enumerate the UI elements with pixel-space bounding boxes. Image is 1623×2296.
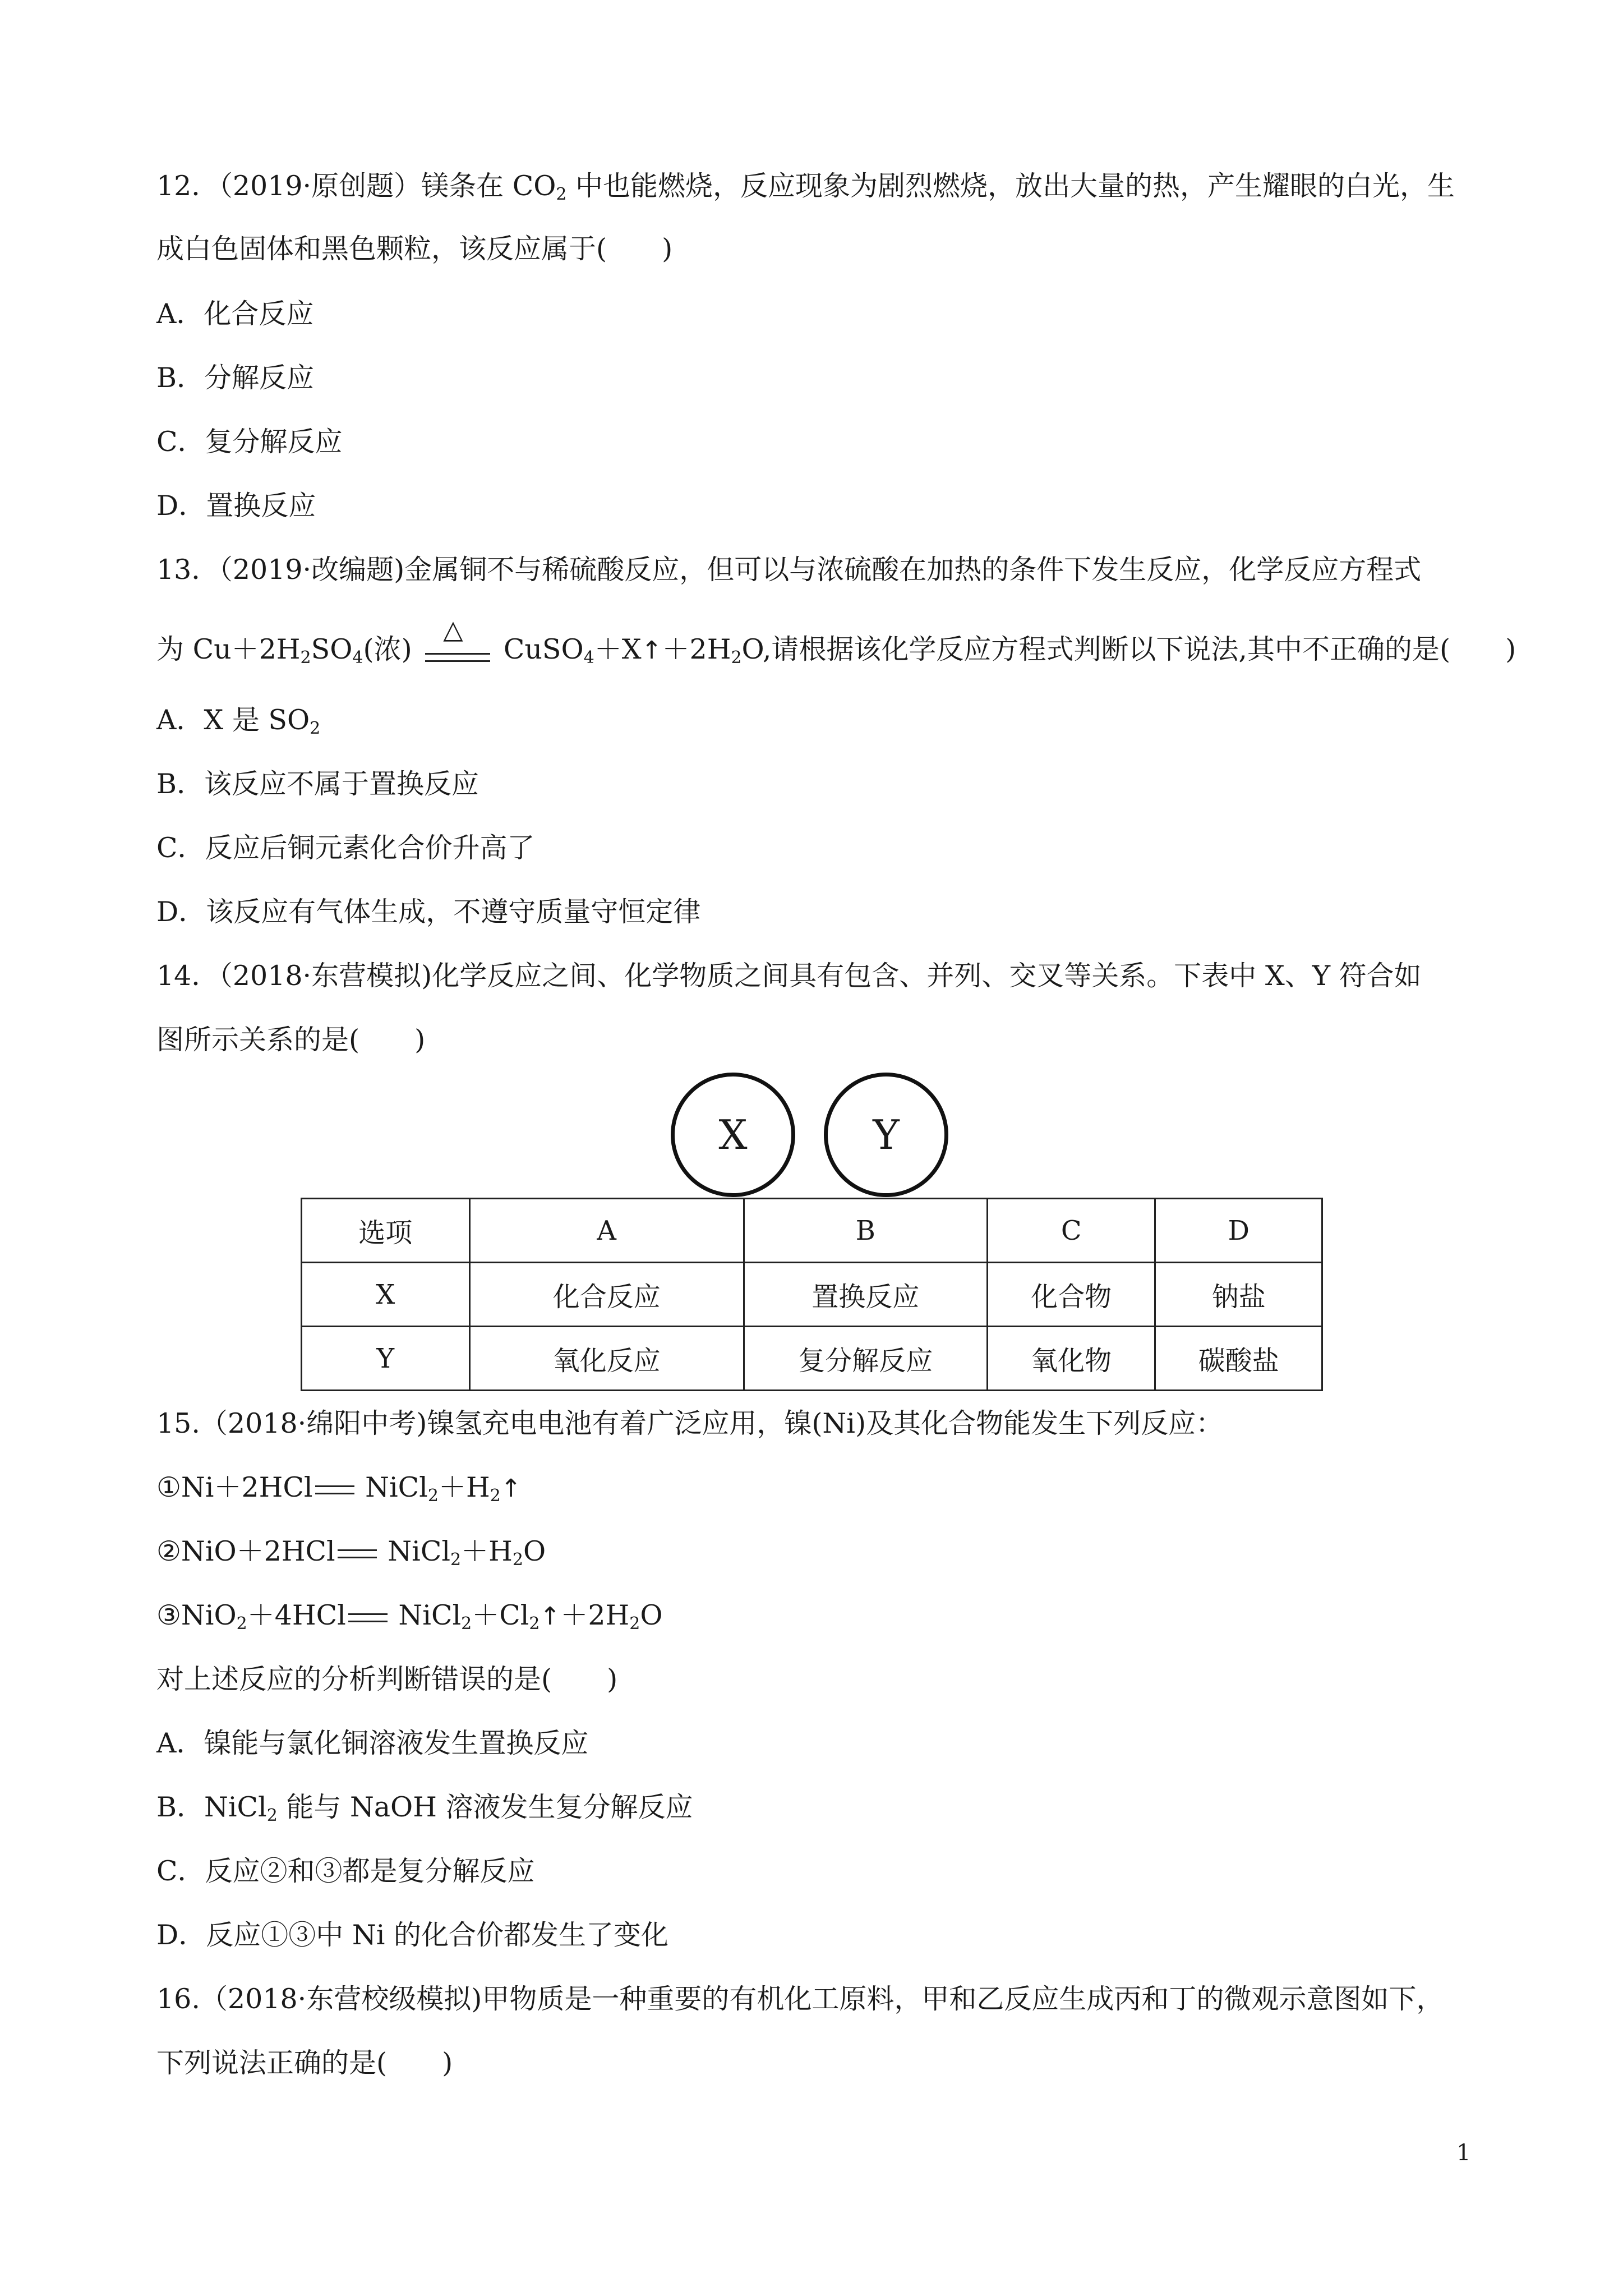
table-cell: 选项 bbox=[302, 1199, 470, 1263]
q13-eq-sub: 2 bbox=[731, 648, 742, 668]
reaction-part: ②NiO＋2HCl bbox=[156, 1535, 335, 1567]
equals-sign bbox=[348, 1613, 388, 1622]
reaction-sub: 2 bbox=[629, 1614, 640, 1634]
reaction-part: NiCl bbox=[356, 1471, 428, 1503]
reaction-sub: 2 bbox=[529, 1614, 540, 1634]
q16-line-1: 16.（2018·东营校级模拟)甲物质是一种重要的有机化工原料，甲和乙反应生成丙和丁的微观示意图如下， bbox=[156, 1983, 1444, 2015]
q12-text-c: 中也能燃烧，反应现象为剧烈燃烧，放出大量的热，产生耀眼的白光，生 bbox=[566, 170, 1455, 202]
q13-eq-part: O,请根据该化学反应方程式判断以下说法,其中不正确的是( ) bbox=[741, 633, 1516, 665]
table-row bbox=[302, 1327, 1322, 1391]
table-cell: B bbox=[744, 1199, 987, 1263]
q12-line-1 bbox=[156, 169, 1455, 203]
q16-line-2: 下列说法正确的是( ) bbox=[156, 2047, 453, 2079]
q12-option-d: D．置换反应 bbox=[156, 490, 316, 522]
q12-sub: 2 bbox=[556, 185, 567, 204]
q13-option-b: B．该反应不属于置换反应 bbox=[156, 768, 479, 800]
table-cell: 氧化反应 bbox=[469, 1327, 744, 1391]
q15-line-1: 15.（2018·绵阳中考)镍氢充电电池有着广泛应用，镍(Ni)及其化合物能发生下列反应： bbox=[156, 1407, 1224, 1439]
circle-y-label: Y bbox=[873, 1111, 900, 1158]
q13-line-2 bbox=[156, 614, 1516, 669]
reaction-part: NiCl bbox=[389, 1599, 462, 1631]
circle-x bbox=[671, 1073, 795, 1197]
reaction-part: ①Ni＋2HCl bbox=[156, 1471, 313, 1503]
q15-reaction-2 bbox=[156, 1535, 546, 1568]
q15-stem: 对上述反应的分析判断错误的是( ) bbox=[156, 1663, 618, 1695]
q13-eq-part: ＋2H bbox=[662, 633, 731, 665]
q13-line-1: 13．（2019·改编题)金属铜不与稀硫酸反应，但可以与浓硫酸在加热的条件下发生反应，化学反应方程式 bbox=[156, 554, 1422, 586]
q13-eq-part: 为 Cu＋2H bbox=[156, 633, 301, 665]
table-cell: 置换反应 bbox=[744, 1263, 987, 1327]
table-header-row bbox=[302, 1199, 1322, 1263]
q13-eq-part: SO bbox=[311, 633, 353, 665]
table-cell: D bbox=[1155, 1199, 1322, 1263]
reaction-part: O bbox=[523, 1535, 546, 1567]
q13-eq-sub: 4 bbox=[352, 648, 363, 668]
table-cell: Y bbox=[302, 1327, 470, 1391]
table-cell: A bbox=[469, 1199, 744, 1263]
reaction-part: ＋H bbox=[438, 1471, 490, 1503]
equals-sign bbox=[315, 1485, 354, 1494]
q13-eq-part: (浓) bbox=[363, 633, 412, 665]
q15-option-c: C．反应②和③都是复分解反应 bbox=[156, 1855, 535, 1887]
gas-arrow-icon: ↑ bbox=[500, 1474, 522, 1503]
q13-eq-part: CuSO bbox=[495, 633, 584, 665]
q12-line-2: 成白色固体和黑色颗粒，该反应属于( ) bbox=[156, 233, 673, 265]
page-number: 1 bbox=[1456, 2140, 1471, 2166]
q15-option-d: D．反应①③中 Ni 的化合价都发生了变化 bbox=[156, 1919, 668, 1951]
reaction-sub: 2 bbox=[461, 1614, 472, 1634]
q14-line-1: 14．（2018·东营模拟)化学反应之间、化学物质之间具有包含、并列、交叉等关系。下表中 X、Y 符合如 bbox=[156, 960, 1422, 992]
table-row bbox=[302, 1263, 1322, 1327]
reaction-sub: 2 bbox=[490, 1486, 501, 1506]
q12-option-a: A．化合反应 bbox=[156, 298, 314, 330]
table-cell: 复分解反应 bbox=[744, 1327, 987, 1391]
equals-sign bbox=[338, 1549, 377, 1558]
circle-y bbox=[824, 1073, 948, 1197]
reaction-sub: 2 bbox=[512, 1550, 523, 1570]
table-cell: 钠盐 bbox=[1155, 1263, 1322, 1327]
q15-option-b-text: 能与 NaOH 溶液发生复分解反应 bbox=[277, 1791, 693, 1823]
table-cell: X bbox=[302, 1263, 470, 1327]
reaction-part: ③NiO bbox=[156, 1599, 237, 1631]
reaction-part: ＋Cl bbox=[472, 1599, 529, 1631]
q13-option-a bbox=[156, 703, 320, 737]
q14-line-2: 图所示关系的是( ) bbox=[156, 1024, 426, 1056]
q13-eq-sub: 4 bbox=[583, 648, 594, 668]
q13-option-c: C．反应后铜元素化合价升高了 bbox=[156, 832, 535, 864]
reaction-part: ＋H bbox=[461, 1535, 513, 1567]
q15-reaction-1 bbox=[156, 1471, 522, 1506]
q15-option-b-text: B．NiCl bbox=[156, 1791, 267, 1823]
gas-arrow-icon: ↑ bbox=[540, 1602, 561, 1631]
reaction-part: ＋4HCl bbox=[247, 1599, 346, 1631]
table-cell: 化合反应 bbox=[469, 1263, 744, 1327]
q15-reaction-3 bbox=[156, 1599, 663, 1634]
q12-text-a: 12．（2019·原创题）镁条在 CO bbox=[156, 170, 556, 202]
table-cell: 氧化物 bbox=[987, 1327, 1155, 1391]
table-cell: C bbox=[987, 1199, 1155, 1263]
q13-option-d: D．该反应有气体生成，不遵守质量守恒定律 bbox=[156, 896, 701, 928]
q13-eq-sub: 2 bbox=[300, 648, 311, 668]
q15-option-b bbox=[156, 1791, 693, 1824]
q15-option-b-sub: 2 bbox=[266, 1806, 278, 1825]
q12-option-b: B．分解反应 bbox=[156, 362, 315, 394]
table-cell: 化合物 bbox=[987, 1263, 1155, 1327]
q12-option-c: C．复分解反应 bbox=[156, 426, 343, 458]
equals-bars bbox=[425, 653, 490, 662]
reaction-part: NiCl bbox=[379, 1535, 451, 1567]
reaction-sub: 2 bbox=[236, 1614, 247, 1634]
circle-x-label: X bbox=[718, 1111, 748, 1158]
table-cell: 碳酸盐 bbox=[1155, 1327, 1322, 1391]
gas-arrow-icon: ↑ bbox=[641, 636, 662, 665]
reaction-part: ＋2H bbox=[560, 1599, 630, 1631]
heating-equals-sign bbox=[421, 614, 495, 669]
reaction-part: O bbox=[640, 1599, 663, 1631]
options-table bbox=[301, 1198, 1323, 1391]
q13-option-a-sub: 2 bbox=[310, 719, 321, 738]
reaction-sub: 2 bbox=[427, 1486, 439, 1506]
q13-option-a-text: A．X 是 SO bbox=[156, 704, 310, 736]
reaction-sub: 2 bbox=[450, 1550, 462, 1570]
heat-triangle-icon: △ bbox=[443, 614, 463, 645]
q15-option-a: A．镍能与氯化铜溶液发生置换反应 bbox=[156, 1727, 589, 1759]
q13-eq-part: ＋X bbox=[594, 633, 642, 665]
